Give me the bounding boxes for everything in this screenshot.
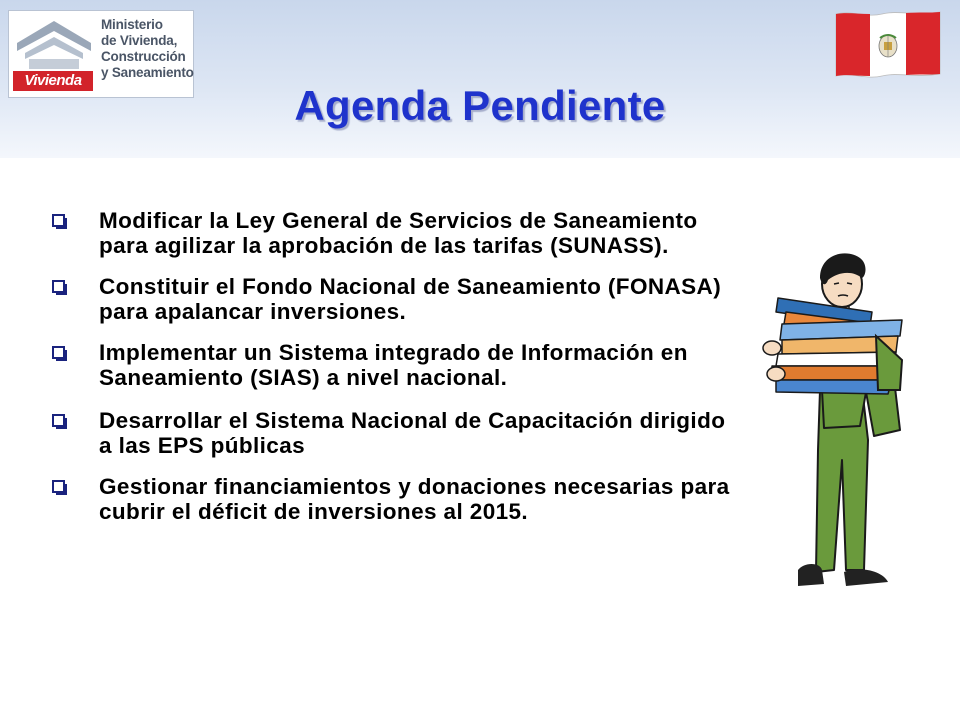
bullet-text: Desarrollar el Sistema Nacional de Capacitación dirigido a las EPS públicas [99, 408, 726, 458]
checkbox-bullet-icon [52, 280, 68, 296]
bullet-text: Gestionar financiamientos y donaciones necesarias para cubrir el déficit de inversiones al 2015. [99, 474, 730, 524]
page-title: Agenda Pendiente [294, 82, 666, 129]
peru-flag-icon [832, 8, 944, 82]
list-item [52, 274, 742, 324]
logo-line: Ministerio [101, 17, 163, 32]
agenda-list [52, 208, 742, 540]
list-item [52, 408, 742, 458]
logo-ministry-name [101, 17, 193, 81]
checkbox-bullet-icon [52, 214, 68, 230]
logo-line: Construcción [101, 49, 186, 64]
bullet-text: Modificar la Ley General de Servicios de Saneamiento para agilizar la aprobación de las tarifas (SUNASS). [99, 208, 698, 258]
checkbox-bullet-icon [52, 346, 68, 362]
list-item [52, 340, 742, 390]
checkbox-bullet-icon [52, 414, 68, 430]
bullet-text: Constituir el Fondo Nacional de Saneamiento (FONASA) para apalancar inversiones. [99, 274, 722, 324]
list-item [52, 208, 742, 258]
logo-wordmark: Vivienda [13, 71, 93, 91]
coat-of-arms-icon [879, 35, 897, 57]
person-carrying-binders-illustration [742, 240, 922, 600]
bullet-text: Implementar un Sistema integrado de Información en Saneamiento (SIAS) a nivel nacional. [99, 340, 688, 390]
checkbox-bullet-icon [52, 480, 68, 496]
logo-line: de Vivienda, [101, 33, 178, 48]
list-item [52, 474, 742, 524]
logo-line: y Saneamiento [101, 65, 194, 80]
